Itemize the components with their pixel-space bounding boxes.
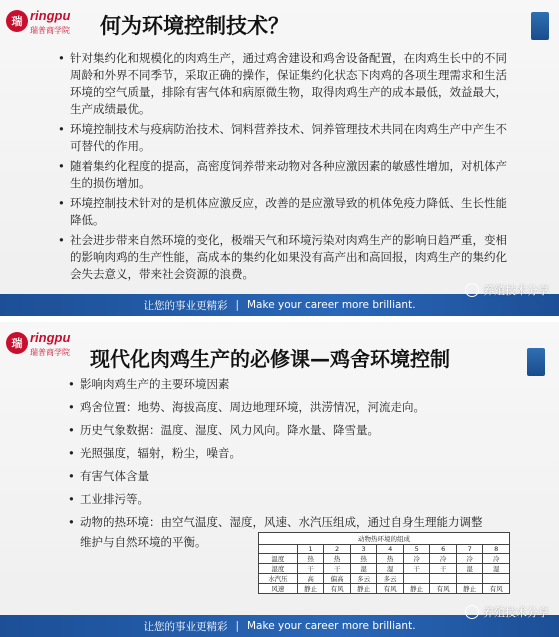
bullet-list [68,374,488,555]
table-cell: 冷 [403,554,430,564]
table-cell: 静止 [403,584,430,594]
ringpu-logo [6,330,88,364]
table-cell: 热 [350,554,377,564]
table-header-cell: 3 [350,545,377,554]
table-header-cell: 8 [483,545,510,554]
table-cell: 多云 [377,574,404,584]
table-cell: 干 [297,564,324,574]
ringpu-seal-icon: 瑞 [6,332,28,354]
table-cell: 有风 [483,584,510,594]
watermark [465,604,549,620]
table-cell: 多云 [350,574,377,584]
wechat-icon [465,283,479,297]
logo-wordmark: ringpu [30,330,71,345]
table-header-cell: 2 [324,545,351,554]
footer-separator: | [235,299,239,311]
corner-decoration [527,348,545,376]
slide-environment-control-definition [0,0,559,316]
table-header-row [259,545,510,554]
table-cell [403,574,430,584]
table-row [259,564,510,574]
bullet-item: • 鸡舍位置：地势、海拔高度、周边地理环境，洪涝情况，河流走向。 [68,397,488,417]
table-cell: 水汽压 [259,574,298,584]
bullet-item: • 工业排污等。 [68,489,488,509]
table-cell: 高 [297,574,324,584]
table-caption: 动物热环境的组成 [258,532,510,544]
table-cell: 干 [403,564,430,574]
table-cell [483,574,510,584]
ringpu-logo [6,8,88,42]
logo-wordmark: ringpu [30,8,71,23]
table-cell: 静止 [350,584,377,594]
bullet-item: • 影响肉鸡生产的主要环境因素 [68,374,488,394]
table-cell: 湿 [377,564,404,574]
footer-slogan-en: Make your career more brilliant. [247,620,416,632]
table-cell: 偏高 [324,574,351,584]
table-cell: 热 [297,554,324,564]
watermark [465,282,549,298]
thermal-environment-table [258,532,510,594]
table-cell: 热 [377,554,404,564]
table-cell: 热 [324,554,351,564]
table-header-cell [259,545,298,554]
ringpu-seal-icon: 瑞 [6,10,28,32]
table-cell: 湿 [483,564,510,574]
table-cell: 有风 [377,584,404,594]
table-cell: 冷 [483,554,510,564]
table-cell: 湿度 [259,564,298,574]
watermark-text: 养殖技术分享 [483,284,549,297]
table-cell: 冷 [456,554,483,564]
slide-title: 何为环境控制技术？ [100,14,289,38]
table-cell: 湿 [350,564,377,574]
bullet-item: • 有害气体含量 [68,466,488,486]
table-header-cell: 1 [297,545,324,554]
wechat-icon [465,605,479,619]
bullet-item: • 随着集约化程度的提高，高密度饲养带来动物对各种应激因素的敏感性增加，对机体产生的损伤增加。 [58,158,508,192]
bullet-item: • 环境控制技术与疫病防治技术、饲料营养技术、饲养管理技术共同在肉鸡生产中产生不可替代的作用。 [58,121,508,155]
table-cell: 有风 [324,584,351,594]
table-header-cell: 7 [456,545,483,554]
footer-slogan-en: Make your career more brilliant. [247,299,416,311]
table-cell: 湿 [456,564,483,574]
table-row [259,574,510,584]
slide-title: 现代化肉鸡生产的必修课—鸡舍环境控制 [90,347,450,371]
table-header-cell: 4 [377,545,404,554]
bullet-item: • 光照强度，辐射，粉尘，噪音。 [68,443,488,463]
table-cell: 静止 [297,584,324,594]
table-cell: 有风 [430,584,457,594]
table-header-cell: 6 [430,545,457,554]
logo-subtitle: 瑞普商学院 [30,26,70,35]
table-cell [430,574,457,584]
table-cell: 静止 [456,584,483,594]
corner-decoration [531,12,549,40]
table-header-cell: 5 [403,545,430,554]
table-cell: 风速 [259,584,298,594]
footer-separator: | [235,620,239,632]
logo-subtitle: 瑞普商学院 [30,348,70,357]
bullet-item: • 历史气象数据：温度、湿度、风力风向。降水量、降雪量。 [68,420,488,440]
bullet-list [58,50,508,286]
table-row [259,584,510,594]
bullet-item: • 环境控制技术针对的是机体应激反应，改善的是应激导致的机体免疫力降低、生长性能降低。 [58,195,508,229]
table-cell: 干 [324,564,351,574]
table-cell: 冷 [430,554,457,564]
bullet-item: • 针对集约化和规模化的肉鸡生产，通过鸡舍建设和鸡舍设备配置，在肉鸡生长中的不同周龄和外界不同季节，采取正确的操作，保证集约化状态下肉鸡的各项生理需求和生活环境的空气质量，排除有害气体和病原微生物，取得肉鸡生产的成本最低，效益最大，生产成绩最优。 [58,50,508,118]
bullet-item: • 社会进步带来自然环境的变化，极端天气和环境污染对肉鸡生产的影响日趋严重，变相的影响肉鸡的生产性能，高成本的集约化如果没有高产出和高回报，肉鸡生产的集约化会失去意义，带来社会资源的浪费。 [58,232,508,283]
watermark-text: 养殖技术分享 [483,606,549,619]
footer-slogan-cn: 让您的事业更精彩 [143,299,228,312]
table-cell: 温度 [259,554,298,564]
table-row [259,554,510,564]
table-cell [456,574,483,584]
table-cell: 干 [430,564,457,574]
footer-slogan-cn: 让您的事业更精彩 [143,620,228,633]
bullet-item: • 动物的热环境：由空气温度、湿度，风速、水汽压组成，通过自身生理能力调整维护与自然环境的平衡。 [68,512,488,552]
